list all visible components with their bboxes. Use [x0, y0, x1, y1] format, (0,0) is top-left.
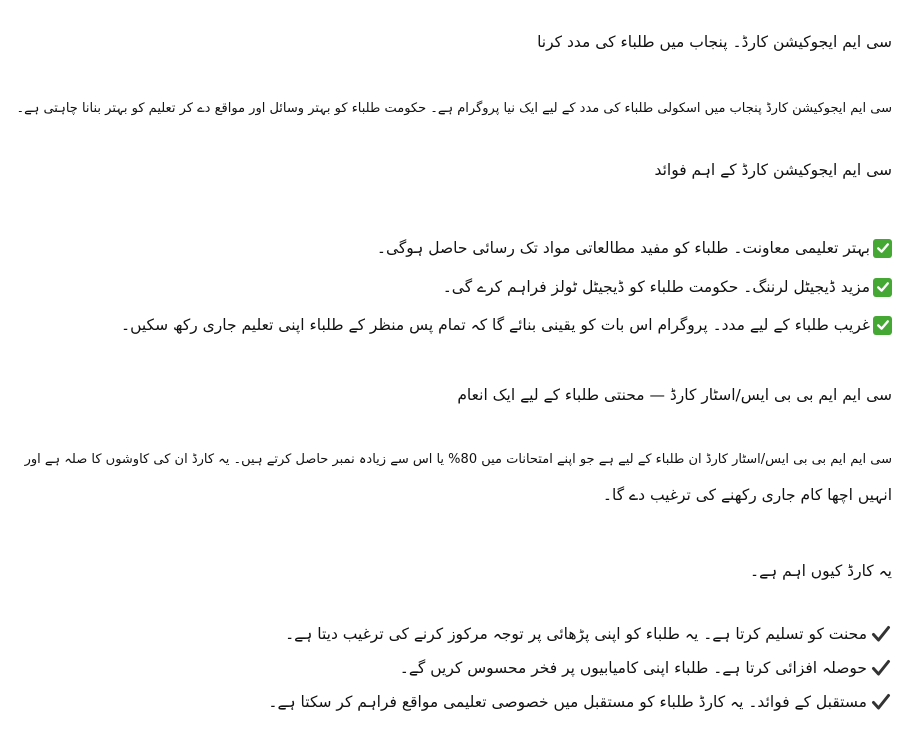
heading-why-important: یہ کارڈ کیوں اہم ہے۔	[750, 562, 892, 580]
check-mark-button-icon	[873, 239, 892, 258]
heading-education-card: سی ایم ایجوکیشن کارڈ۔ پنجاب میں طلباء کی مدد کرنا	[537, 33, 892, 51]
importance-item	[285, 622, 892, 646]
check-mark-button-icon	[873, 316, 892, 335]
benefit-text: بہتر تعلیمی معاونت۔ طلباء کو مفید مطالعاتی مواد تک رسائی حاصل ہوگی۔	[376, 239, 870, 257]
importance-text: حوصلہ افزائی کرتا ہے۔ طلباء اپنی کامیابیوں پر فخر محسوس کریں گے۔	[399, 659, 867, 677]
star-card-paragraph-line: سی ایم ایم بی بی ایس/اسٹار کارڈ ان طلباء کے لیے ہے جو اپنے امتحانات میں 80% یا اس سے زیادہ نمبر حاصل کرتے ہیں۔ یہ کارڈ ان کی کاوشوں کا صلہ ہے اور	[24, 452, 892, 467]
benefit-text: مزید ڈیجیٹل لرننگ۔ حکومت طلباء کو ڈیجیٹل ٹولز فراہم کرے گی۔	[442, 278, 870, 296]
benefit-item	[377, 236, 892, 260]
benefit-item	[121, 313, 892, 337]
intro-paragraph: سی ایم ایجوکیشن کارڈ پنجاب میں اسکولی طلباء کی مدد کے لیے ایک نیا پروگرام ہے۔ حکومت طلباء کو بہتر وسائل اور مواقع دے کر تعلیم کو بہتر بنانا چاہتی ہے۔	[16, 101, 892, 116]
star-card-paragraph-line: انہیں اچھا کام جاری رکھنے کی ترغیب دے گا۔	[602, 486, 892, 504]
importance-text: مستقبل کے فوائد۔ یہ کارڈ طلباء کو مستقبل میں خصوصی تعلیمی مواقع فراہم کر سکتا ہے۔	[268, 693, 867, 711]
heavy-check-mark-icon	[870, 691, 892, 713]
heavy-check-mark-icon	[870, 623, 892, 645]
check-mark-button-icon	[873, 278, 892, 297]
heading-star-card: سی ایم ایم بی بی ایس/اسٹار کارڈ — محنتی طلباء کے لیے ایک انعام	[457, 386, 892, 404]
heading-key-benefits: سی ایم ایجوکیشن کارڈ کے اہم فوائد	[654, 161, 892, 179]
benefit-text: غریب طلباء کے لیے مدد۔ پروگرام اس بات کو یقینی بنائے گا کہ تمام پس منظر کے طلباء اپنی تعلیم جاری رکھ سکیں۔	[121, 316, 870, 334]
importance-item	[268, 690, 892, 714]
importance-item	[400, 656, 892, 680]
benefit-item	[443, 275, 892, 299]
importance-text: محنت کو تسلیم کرتا ہے۔ یہ طلباء کو اپنی پڑھائی پر توجہ مرکوز کرنے کی ترغیب دیتا ہے۔	[285, 625, 867, 643]
heavy-check-mark-icon	[870, 657, 892, 679]
